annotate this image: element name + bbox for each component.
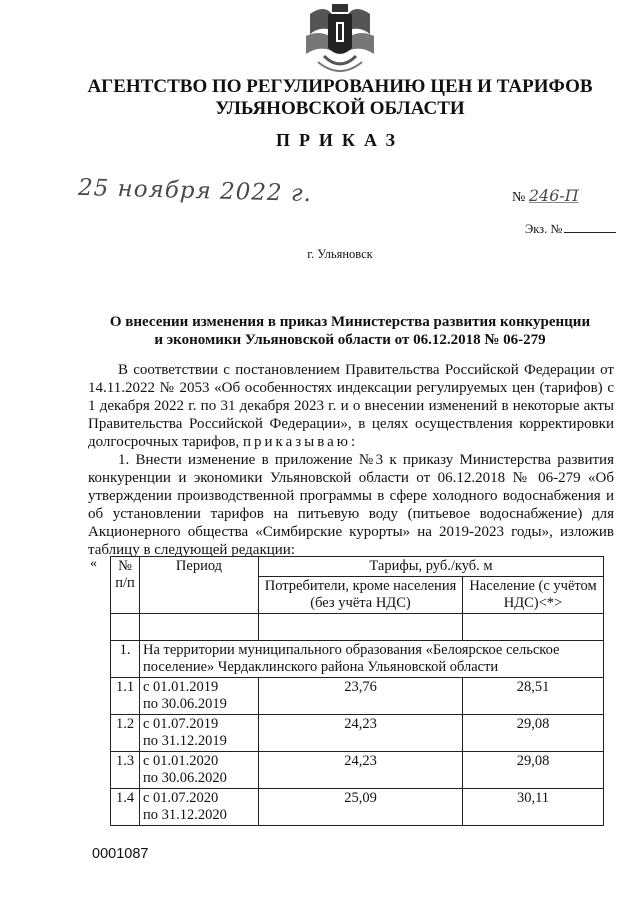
period-from: с 01.07.2020 — [143, 790, 219, 806]
period-to: по 30.06.2019 — [143, 696, 227, 712]
handwritten-date: 25 ноября 2022 г. — [77, 174, 313, 208]
spacer-cell — [140, 614, 259, 641]
paragraph-item-1: 1. Внести изменение в приложение №3 к приказу Министерства развития конкуренции и экономики Ульяновской области от 06.12.2018 № 06-279 «Об утверждении производственной программы в сфере холодного водоснабжения и об установлении тарифов на питьевую воду (питьевое водоснабжение) для Акционерного общества «Симбирские курорты» на 2019-2023 годы», изложив таблицу в следующей редакции: — [88, 452, 614, 558]
agency-name — [60, 76, 620, 120]
row-num: 1.2 — [111, 715, 140, 752]
row-consumers: 24,23 — [259, 715, 463, 752]
row-consumers: 24,23 — [259, 752, 463, 789]
header-tariffs: Тарифы, руб./куб. м — [259, 557, 604, 577]
section-text: На территории муниципального образования «Белоярское сельское поселение» Чердаклинского района Ульяновской области — [140, 641, 604, 678]
paragraph-basis — [88, 361, 614, 451]
command-word: приказываю: — [242, 434, 359, 450]
period-from: с 01.01.2020 — [143, 753, 219, 769]
header-num: № п/п — [111, 557, 140, 614]
period-from: с 01.07.2019 — [143, 716, 219, 732]
subject-line-2: и экономики Ульяновской области от 06.12.2018 № 06-279 — [154, 332, 546, 348]
table-row — [111, 752, 604, 789]
row-period — [140, 678, 259, 715]
row-num: 1.4 — [111, 789, 140, 826]
row-population: 28,51 — [463, 678, 604, 715]
order-body — [88, 361, 614, 559]
copy-label: Экз. № — [525, 222, 563, 236]
order-number — [512, 186, 579, 206]
row-population: 29,08 — [463, 752, 604, 789]
period-to: по 30.06.2020 — [143, 770, 227, 786]
tariff-table — [110, 556, 604, 826]
city: г. Ульяновск — [307, 247, 373, 261]
row-population: 30,11 — [463, 789, 604, 826]
table-section-row — [111, 641, 604, 678]
copy-number — [525, 222, 616, 237]
table-open-quote: « — [90, 556, 97, 571]
table-row — [111, 715, 604, 752]
header-population: Население (с учётом НДС)<*> — [463, 577, 604, 614]
row-consumers: 25,09 — [259, 789, 463, 826]
row-period — [140, 789, 259, 826]
number-prefix: № — [512, 190, 526, 205]
spacer-cell — [463, 614, 604, 641]
row-num: 1.3 — [111, 752, 140, 789]
row-consumers: 23,76 — [259, 678, 463, 715]
coat-of-arms-emblem — [302, 0, 378, 78]
table-spacer-row — [111, 614, 604, 641]
period-to: по 31.12.2019 — [143, 733, 227, 749]
paragraph-basis-text: В соответствии с постановлением Правительства Российской Федерации от 14.11.2022 № 2053 «Об особенностях индексации регулируемых цен (тарифов) с 1 декабря 2022 г. по 31 декабря 2023 г. и о внесении изменений в некоторые акты Правительства Российской Федерации», в целях осуществления корректировки долгосрочных тарифов, — [88, 362, 614, 450]
spacer-cell — [111, 614, 140, 641]
table-row — [111, 789, 604, 826]
document-code: 0001087 — [92, 846, 149, 862]
spacer-cell — [259, 614, 463, 641]
agency-line-2: УЛЬЯНОВСКОЙ ОБЛАСТИ — [215, 98, 465, 119]
handwritten-number: 246-П — [528, 186, 579, 205]
row-population: 29,08 — [463, 715, 604, 752]
section-num: 1. — [111, 641, 140, 678]
row-num: 1.1 — [111, 678, 140, 715]
copy-blank-line — [564, 232, 616, 233]
header-consumers: Потребители, кроме населения (без учёта НДС) — [259, 577, 463, 614]
table-header-row — [111, 557, 604, 577]
table-row — [111, 678, 604, 715]
agency-line-1: АГЕНТСТВО ПО РЕГУЛИРОВАНИЮ ЦЕН И ТАРИФОВ — [87, 76, 593, 97]
period-from: с 01.01.2019 — [143, 679, 219, 695]
header-period: Период — [140, 557, 259, 614]
order-title: ПРИКАЗ — [275, 130, 405, 150]
period-to: по 31.12.2020 — [143, 807, 227, 823]
subject-line-1: О внесении изменения в приказ Министерства развития конкуренции — [109, 314, 591, 330]
row-period — [140, 715, 259, 752]
row-period — [140, 752, 259, 789]
order-subject — [90, 313, 610, 349]
